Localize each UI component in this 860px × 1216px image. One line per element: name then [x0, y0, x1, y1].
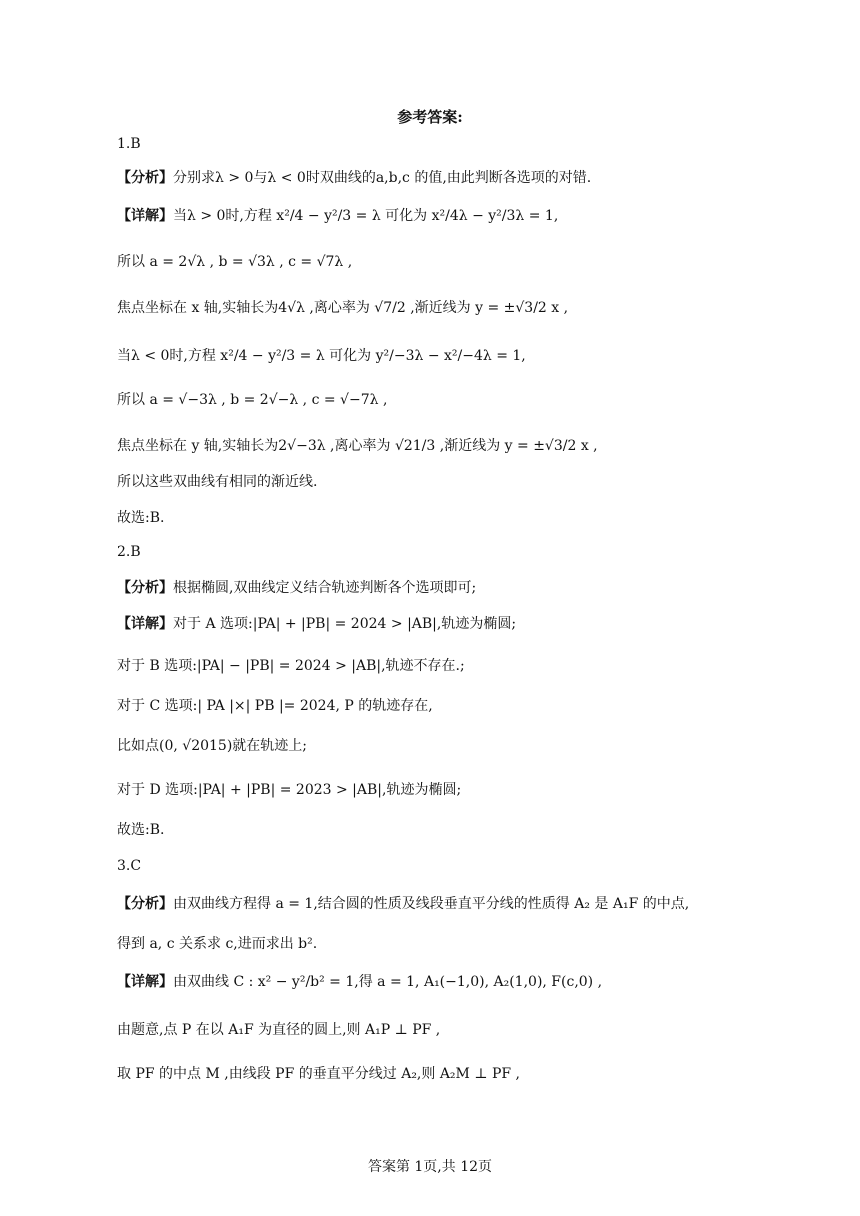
question-number: 1.B — [117, 136, 141, 152]
page-title: 参考答案: — [397, 108, 463, 126]
detail-line — [117, 614, 516, 634]
detail-line: 焦点坐标在 x 轴,实轴长为4√λ ,离心率为 √7/2 ,渐近线为 y = ±√3/2 x , — [117, 300, 569, 316]
analysis-line — [117, 168, 591, 188]
detail-text: 由双曲线 C : x² − y²/b² = 1,得 a = 1, A₁(−1,0), A₂(1,0), F(c,0) , — [173, 974, 603, 990]
detail-line — [117, 206, 558, 226]
detail-text: 对于 A 选项:|PA| + |PB| = 2024 > |AB|,轨迹为椭圆; — [173, 616, 517, 632]
detail-tag: 【详解】 — [117, 616, 173, 632]
detail-line: 由题意,点 P 在以 A₁F 为直径的圆上,则 A₁P ⊥ PF , — [117, 1022, 441, 1038]
answer-line: 故选:B. — [117, 822, 165, 838]
question-number: 2.B — [117, 544, 141, 560]
analysis-text: 分别求λ > 0与λ < 0时双曲线的a,b,c 的值,由此判断各选项的对错. — [173, 170, 592, 186]
analysis-text: 根据椭圆,双曲线定义结合轨迹判断各个选项即可; — [173, 580, 477, 596]
detail-line: 对于 C 选项:| PA |×| PB |= 2024, P 的轨迹存在, — [117, 698, 433, 714]
page-footer: 答案第 1页,共 12页 — [367, 1159, 493, 1175]
detail-text: 当λ > 0时,方程 x²/4 − y²/3 = λ 可化为 x²/4λ − y²/3λ = 1, — [173, 208, 559, 224]
detail-line — [117, 972, 602, 992]
analysis-line: 得到 a, c 关系求 c,进而求出 b². — [117, 936, 318, 952]
detail-line: 对于 D 选项:|PA| + |PB| = 2023 > |AB|,轨迹为椭圆; — [117, 782, 462, 798]
analysis-line — [117, 894, 689, 914]
detail-line: 对于 B 选项:|PA| − |PB| = 2024 > |AB|,轨迹不存在.; — [117, 658, 465, 674]
detail-line: 所以这些双曲线有相同的渐近线. — [117, 474, 318, 490]
detail-tag: 【详解】 — [117, 974, 173, 990]
detail-line: 当λ < 0时,方程 x²/4 − y²/3 = λ 可化为 y²/−3λ − x²/−4λ = 1, — [117, 348, 526, 364]
detail-line: 所以 a = √−3λ , b = 2√−λ , c = √−7λ , — [117, 392, 388, 408]
detail-line: 焦点坐标在 y 轴,实轴长为2√−3λ ,离心率为 √21/3 ,渐近线为 y = ±√3/2 x , — [117, 438, 598, 454]
answer-line: 故选:B. — [117, 510, 165, 526]
analysis-tag: 【分析】 — [117, 580, 173, 596]
analysis-tag: 【分析】 — [117, 896, 173, 912]
detail-line: 比如点(0, √2015)就在轨迹上; — [117, 738, 307, 754]
analysis-tag: 【分析】 — [117, 170, 173, 186]
detail-line: 所以 a = 2√λ , b = √3λ , c = √7λ , — [117, 254, 353, 270]
analysis-text: 由双曲线方程得 a = 1,结合圆的性质及线段垂直平分线的性质得 A₂ 是 A₁F 的中点, — [173, 896, 690, 912]
question-number: 3.C — [117, 858, 142, 874]
detail-tag: 【详解】 — [117, 208, 173, 224]
analysis-line — [117, 578, 476, 598]
detail-line: 取 PF 的中点 M ,由线段 PF 的垂直平分线过 A₂,则 A₂M ⊥ PF , — [117, 1066, 520, 1082]
